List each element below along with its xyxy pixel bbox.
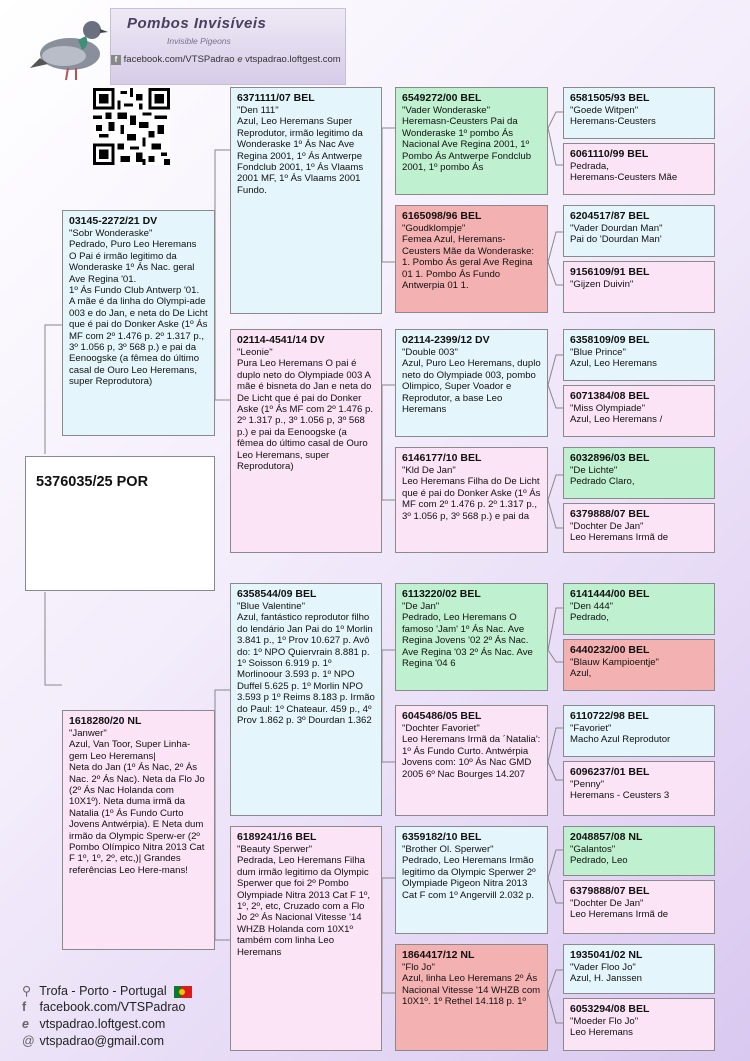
- pigeon-description: Pai do 'Dourdan Man': [570, 234, 662, 246]
- pigeon-ring: 6096237/01 BEL: [570, 766, 650, 778]
- pigeon-description: Pedrada, Leo Heremans Filha dum irmão legitimo da Olympic Sperwer que foi 2º Pombo Olympiade Nitra 2013 Cat F 1º, 1º, 2º, etc, Cruzado com a Flo Jo 2º Ás Nacional Vitesse '14 WHZB Holanda com 10X1º também com linha Leo Heremans: [237, 855, 371, 958]
- pigeon-description: Azul, linha Leo Heremans 2º Ás Nacional Vitesse '14 WHZB com 10X1º. 1º Rethel 14.118 p. 1º: [402, 973, 541, 1008]
- pigeon-description: Pedrado, Leo Heremans Irmão legitimo da Olympic Sperwer 2º Olympiade Pigeon Nitra 2013 Cat F com 1º Angervill 2.032 p.: [402, 855, 536, 901]
- website-icon: e: [22, 1017, 29, 1031]
- pigeon-description: Leo Heremans Irmã da ´Natalia': 1º Ás Fundo Curto. Antwérpia Jovens com: 10º Ás Nac GMD 2005 6º Nac Bourges 14.207: [402, 734, 541, 780]
- ss-sire-box[interactable]: [395, 87, 548, 195]
- sire-box[interactable]: [62, 210, 215, 436]
- gen4-box-10[interactable]: [563, 639, 715, 691]
- gen4-box-13[interactable]: [563, 826, 715, 876]
- pigeon-name: "Dochter Favoriet": [402, 723, 480, 734]
- gen4-box-5[interactable]: [563, 329, 715, 381]
- pigeon-ring: 6581505/93 BEL: [570, 92, 650, 104]
- footer-email-text[interactable]: vtspadrao@gmail.com: [39, 1034, 165, 1048]
- footer-website-text[interactable]: vtspadrao.loftgest.com: [39, 1017, 166, 1031]
- footer-location: [22, 983, 192, 998]
- pigeon-name: "Penny": [570, 779, 605, 790]
- pigeon-ring: 6141444/00 BEL: [570, 588, 650, 600]
- sire-dam-box[interactable]: [230, 329, 382, 553]
- pigeon-description: Azul, Van Toor, Super Linha-gem Leo Heremans| Neta do Jan (1º Ás Nac, 2º Ás Nac. 2º Ás Nac). Neta da Flo Jo (2º Ás Nac Holanda com 10X1º). Neta duma irmã da Natalia (1º Ás Fundo Curto Jovens Antwérpia). E Neta dum irmão da Olympic Sperw-er (2º Pombo Olímpico Nitra 2013 Cat F 1º, 1º, 2º, etc,)| Grandes referências Leo Here-mans!: [69, 739, 205, 876]
- pigeon-description: Macho Azul Reprodutor: [570, 734, 671, 746]
- pigeon-name: "Vader Floo Jo": [570, 962, 636, 973]
- pigeon-name: "Galantos": [570, 844, 616, 855]
- pigeon-name: "Blauw Kampioentje": [570, 657, 659, 668]
- pigeon-name: "De Jan": [402, 601, 440, 612]
- footer-facebook[interactable]: [22, 1000, 185, 1014]
- pigeon-description: Pedrado,: [570, 612, 609, 624]
- pigeon-description: Leo Heremans Irmã de: [570, 909, 669, 921]
- pigeon-name: "Flo Jo": [402, 962, 435, 973]
- pigeon-description: Leo Heremans: [570, 1027, 633, 1039]
- gen4-box-2[interactable]: [563, 143, 715, 195]
- footer-email[interactable]: [22, 1034, 164, 1048]
- pigeon-name: "Blue Prince": [570, 347, 626, 358]
- ss-dam-box[interactable]: [395, 205, 548, 313]
- pigeon-ring: 6146177/10 BEL: [402, 452, 482, 464]
- pigeon-ring: 9156109/91 BEL: [570, 266, 650, 278]
- pigeon-ring: 6358109/09 BEL: [570, 334, 650, 346]
- footer-website[interactable]: [22, 1017, 165, 1031]
- pigeon-name: "Gijzen Duivin": [570, 279, 634, 290]
- pigeon-description: Azul,: [570, 668, 592, 680]
- pigeon-name: "Favoriet": [570, 723, 612, 734]
- dam-sire-box[interactable]: [230, 583, 382, 816]
- main-pigeon-ring: 5376035/25 POR: [36, 474, 149, 490]
- pigeon-name: "Janwer": [69, 728, 107, 739]
- sire-sire-box[interactable]: [230, 87, 382, 314]
- pigeon-description: Pedrado, Leo: [570, 855, 628, 867]
- gen4-box-16[interactable]: [563, 998, 715, 1051]
- pigeon-name: "Brother Ol. Sperwer": [402, 844, 494, 855]
- pigeon-name: "Beauty Sperwer": [237, 844, 313, 855]
- logo-title: Pombos Invisíveis: [127, 15, 267, 32]
- pigeon-description: Azul, Leo Heremans: [570, 358, 657, 370]
- pigeon-ring: 6061110/99 BEL: [570, 148, 649, 160]
- pigeon-ring: 6549272/00 BEL: [402, 92, 482, 104]
- logo-subtitle: Invisible Pigeons: [167, 36, 231, 46]
- gen4-box-1[interactable]: [563, 87, 715, 139]
- pigeon-ring: 6032896/03 BEL: [570, 452, 650, 464]
- gen4-box-9[interactable]: [563, 583, 715, 635]
- sd-sire-box[interactable]: [395, 329, 548, 437]
- pigeon-name: "Kld De Jan": [402, 465, 456, 476]
- gen4-box-14[interactable]: [563, 880, 715, 934]
- pigeon-ring: 03145-2272/21 DV: [69, 215, 158, 227]
- pigeon-ring: 1618280/20 NL: [69, 715, 142, 727]
- pigeon-ring: 6071384/08 BEL: [570, 390, 650, 402]
- pigeon-ring: 6045486/05 BEL: [402, 710, 482, 722]
- website-icon: e: [237, 54, 243, 65]
- dam-dam-box[interactable]: [230, 826, 382, 1051]
- pigeon-name: "Moeder Flo Jo": [570, 1016, 639, 1027]
- logo-facebook[interactable]: facebook.com/VTSPadrao: [123, 54, 235, 65]
- logo-banner: [110, 8, 346, 85]
- pigeon-ring: 6371111/07 BEL: [237, 92, 315, 104]
- pigeon-description: Pedrado, Puro Leo Heremans O Pai é irmão legitimo da Wonderaske 1º Ás Nac. geral Ave Regina '01. 1º Ás Fundo Club Antwerp '01. A mãe é da linha do Olympi-ade 003 e do Jan, e neta do De Licht que é pai do Donker Aske (1º Ás MF com 2º 1.476 p. 2º 1.317 p., 3º 1.056 p, 3º 568 p.) e pai da Eenoogske (a fêmea do último casal de Ouro Leo Heremans, super Reprodutora): [69, 239, 208, 388]
- pigeon-description: Heremans-Ceusters: [570, 116, 656, 128]
- pigeon-ring: 6358544/09 BEL: [237, 588, 317, 600]
- portugal-flag-icon: [174, 986, 192, 998]
- pigeon-ring: 6379888/07 BEL: [570, 508, 650, 520]
- gen4-box-4[interactable]: [563, 261, 715, 313]
- pigeon-ring: 6359182/10 BEL: [402, 831, 482, 843]
- pigeon-ring: 6113220/02 BEL: [402, 588, 481, 600]
- pigeon-description: Leo Heremans Irmã de: [570, 532, 669, 544]
- pigeon-description: Pura Leo Heremans O pai é duplo neto do Olympiade 003 A mãe é bisneta do Jan e neta do De Licht que é pai do Donker Aske (1º Ás MF com 2º 1.476 p. 2º 1.317 p., 3º 1.056 p, 3º 568 p.) e pai da Eenoogske (a fêmea do último casal de Ouro Leo Heremans, super Reprodutora): [237, 358, 374, 473]
- pigeon-ring: 02114-4541/14 DV: [237, 334, 325, 346]
- logo-links: [111, 54, 341, 65]
- pigeon-description: Leo Heremans Filha do De Licht que é pai do Donker Aske (1º Ás MF com 2º 1.476 p. 2º 1.317 p., 3º 1.056 p, 3º 568 p.) e pai da: [402, 476, 541, 522]
- pigeon-name: "Vader Wonderaske": [402, 105, 491, 116]
- pigeon-description: Azul, fantástico reprodutor filho do lendário Jan Pai do 1º Morlin 3.841 p., 1º Prov 10.627 p. Avô do: 1º NPO Quiervrain 8.881 p. 1º Soisson 6.919 p. 1º Morlinoour 3.593 p. 1º NPO Duffel 5.625 p. 1º Morlin NPO 3.593 p 1º Reims 8.183 p. Irmão do Paul: 1º Chateaur. 459 p., 4º Prov 1.862 p. 3º Dourdan 1.362: [237, 612, 375, 727]
- dam-box[interactable]: [62, 710, 215, 950]
- pigeon-name: "Miss Olympiade": [570, 403, 646, 414]
- pigeon-ring: 6165098/96 BEL: [402, 210, 482, 222]
- pigeon-ring: 6379888/07 BEL: [570, 885, 650, 897]
- gen4-box-11[interactable]: [563, 705, 715, 757]
- pigeon-name: "Goede Witpen": [570, 105, 639, 116]
- pigeon-ring: 6440232/00 BEL: [570, 644, 650, 656]
- logo-website[interactable]: vtspadrao.loftgest.com: [245, 54, 341, 65]
- pigeon-ring: 02114-2399/12 DV: [402, 334, 490, 346]
- pigeon-name: "Goudklompje": [402, 223, 466, 234]
- gen4-box-7[interactable]: [563, 447, 715, 499]
- pigeon-description: Azul, H. Janssen: [570, 973, 642, 985]
- pigeon-ring: 6204517/87 BEL: [570, 210, 650, 222]
- footer-facebook-text[interactable]: facebook.com/VTSPadrao: [39, 1000, 186, 1014]
- main-pigeon-box[interactable]: [25, 456, 215, 591]
- gen4-box-12[interactable]: [563, 761, 715, 816]
- pigeon-description: Femea Azul, Heremans-Ceusters Mãe da Wonderaske: 1. Pombo Ás geral Ave Regina 01 1. Pombo Ás Fundo Antwerpia 01 1.: [402, 234, 535, 292]
- pigeon-name: "Dochter De Jan": [570, 521, 644, 532]
- pigeon-description: Azul, Leo Heremans /: [570, 414, 663, 426]
- pigeon-description: Heremans - Ceusters 3: [570, 790, 670, 802]
- facebook-icon: f: [111, 55, 121, 65]
- facebook-icon: f: [22, 1000, 27, 1014]
- ds-sire-box[interactable]: [395, 583, 548, 691]
- pigeon-ring: 6110722/98 BEL: [570, 710, 649, 722]
- dd-dam-box[interactable]: [395, 944, 548, 1051]
- gen4-box-6[interactable]: [563, 385, 715, 437]
- pigeon-description: Pedrada, Heremans-Ceusters Mãe: [570, 161, 678, 184]
- qr-code-icon[interactable]: [93, 88, 170, 165]
- gen4-box-15[interactable]: [563, 944, 715, 994]
- pigeon-name: "De Lichte": [570, 465, 618, 476]
- pigeon-ring: 6053294/08 BEL: [570, 1003, 650, 1015]
- email-icon: @: [22, 1034, 35, 1048]
- pigeon-description: Pedrado, Leo Heremans O famoso 'Jam' 1º Ás Nac. Ave Regina Jovens '02 2º Ás Nac. Ave Regina '03 2º Ás Nac. Ave Regina '04 6: [402, 612, 533, 670]
- pigeon-name: "Den 444": [570, 601, 614, 612]
- pigeon-name: "Dochter De Jan": [570, 898, 644, 909]
- location-icon: ⚲: [22, 984, 32, 998]
- ds-dam-box[interactable]: [395, 705, 548, 816]
- pigeon-icon: [30, 10, 110, 82]
- pigeon-description: Azul, Leo Heremans Super Reprodutor, irmão legitimo da Wonderaske 1º Ás Nac Ave Regina 2001, 1º Ás Antwerpe Fondclub 2001, 1º Ás Vlaams 2001 MF, 1º Ás Vlaams 2001 Fundo.: [237, 116, 364, 196]
- pigeon-description: Pedrado Claro,: [570, 476, 635, 488]
- pigeon-ring: 6189241/16 BEL: [237, 831, 317, 843]
- pigeon-name: "Vader Dourdan Man": [570, 223, 663, 234]
- pigeon-name: "Sobr Wonderaske": [69, 228, 153, 239]
- pigeon-name: "Blue Valentine": [237, 601, 305, 612]
- pigeon-name: "Den 111": [237, 105, 279, 116]
- pigeon-description: Azul, Puro Leo Heremans, duplo neto do Olympiade 003, pombo Olimpico, Super Voador e Reprodutor, a base Leo Heremans: [402, 358, 541, 416]
- sd-dam-box[interactable]: [395, 447, 548, 553]
- dd-sire-box[interactable]: [395, 826, 548, 934]
- footer-location-text: Trofa - Porto - Portugal: [39, 984, 167, 998]
- pigeon-ring: 1935041/02 NL: [570, 949, 643, 961]
- pigeon-ring: 2048857/08 NL: [570, 831, 643, 843]
- gen4-box-3[interactable]: [563, 205, 715, 257]
- gen4-box-8[interactable]: [563, 503, 715, 553]
- pigeon-ring: 1864417/12 NL: [402, 949, 475, 961]
- pigeon-name: "Double 003": [402, 347, 458, 358]
- pigeon-name: "Leonie": [237, 347, 273, 358]
- pigeon-description: Heremasn-Ceusters Pai da Wonderaske 1º pombo Ás Nacional Ave Regina 2001, 1º Pombo Ás Antwerpe Fondclub 2001, 1º pombo Ás: [402, 116, 532, 174]
